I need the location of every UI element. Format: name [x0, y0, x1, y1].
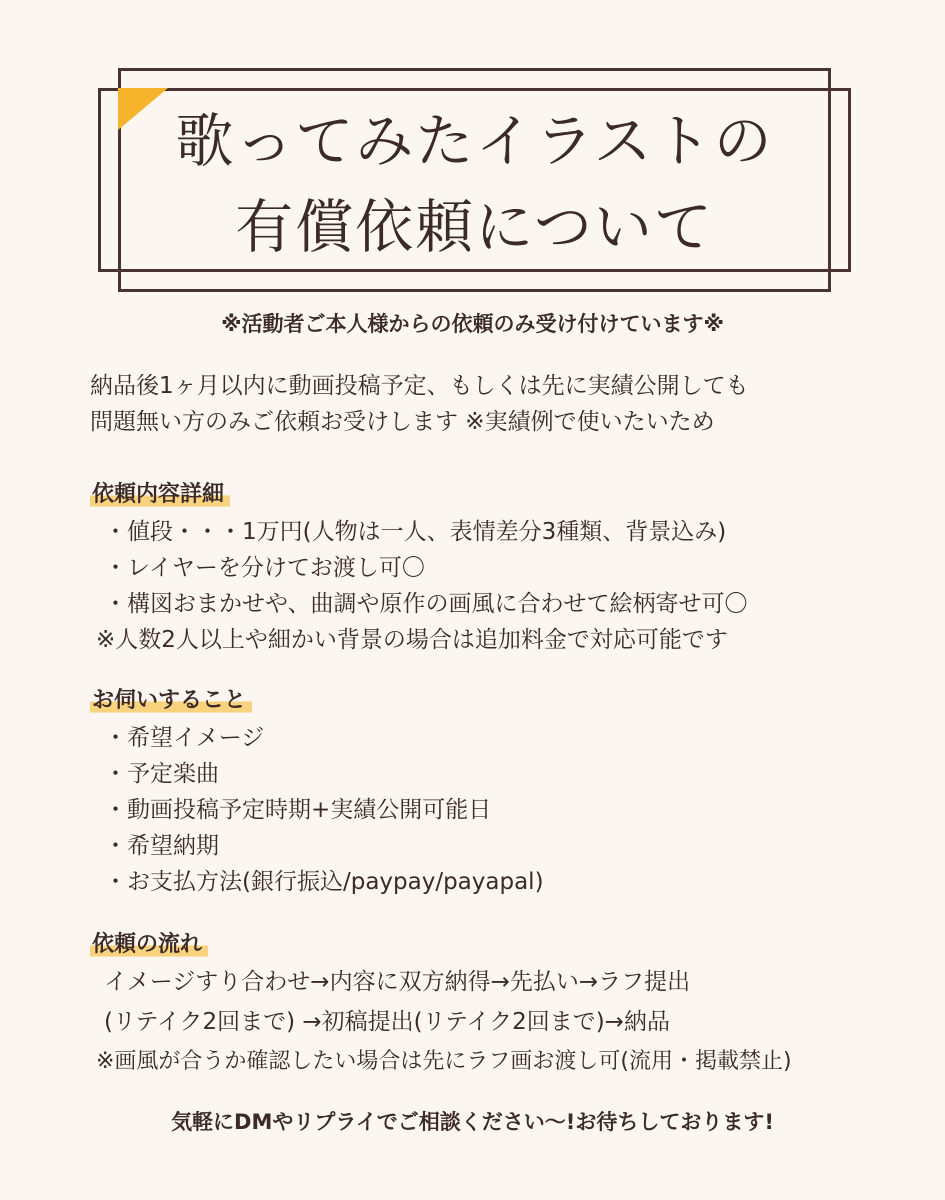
ask-item: ・予定楽曲: [104, 761, 219, 787]
flow-note: ※画風が合うか確認したい場合は先にラフ画お渡し可(流用・掲載禁止): [96, 1049, 792, 1074]
subtitle-note: ※活動者ご本人様からの依頼のみ受け付けています※: [221, 312, 724, 336]
ask-item: ・お支払方法(銀行振込/paypay/payapal): [104, 869, 544, 895]
flow-heading: 依頼の流れ: [90, 930, 208, 960]
details-item: ・レイヤーを分けてお渡し可〇: [104, 555, 425, 581]
details-note: ※人数2人以上や細かい背景の場合は追加料金で対応可能です: [96, 627, 728, 653]
details-heading: 依頼内容詳細: [90, 480, 230, 510]
intro-line-1: 納品後1ヶ月以内に動画投稿予定、もしくは先に実績公開しても: [90, 373, 749, 399]
ask-heading: お伺いすること: [90, 686, 252, 716]
details-section: [90, 480, 890, 658]
flow-section: [90, 930, 890, 1082]
ask-list: [90, 720, 890, 900]
intro-paragraph: [90, 368, 880, 440]
ask-item: ・希望イメージ: [104, 725, 265, 751]
details-list: [90, 514, 890, 658]
flow-line-1: イメージすり合わせ→内容に双方納得→先払い→ラフ提出: [104, 969, 691, 995]
details-item: ・構図おまかせや、曲調や原作の画風に合わせて絵柄寄せ可〇: [104, 591, 748, 617]
title-line-1: 歌ってみたイラストの: [175, 107, 774, 175]
details-item: ・値段・・・1万円(人物は一人、表情差分3種類、背景込み): [104, 519, 727, 545]
title-line-2: 有償依頼について: [235, 193, 714, 261]
flow-line-2: (リテイク2回まで) →初稿提出(リテイク2回まで)→納品: [104, 1009, 670, 1035]
ask-section: [90, 686, 890, 900]
ask-item: ・希望納期: [104, 833, 219, 859]
ask-item: ・動画投稿予定時期+実績公開可能日: [104, 797, 492, 823]
page-title: [98, 98, 851, 270]
footer-message: 気軽にDMやリプライでご相談ください〜!お待ちしております!: [171, 1110, 774, 1134]
intro-line-2: 問題無い方のみご依頼お受けします ※実績例で使いたいため: [90, 409, 715, 435]
